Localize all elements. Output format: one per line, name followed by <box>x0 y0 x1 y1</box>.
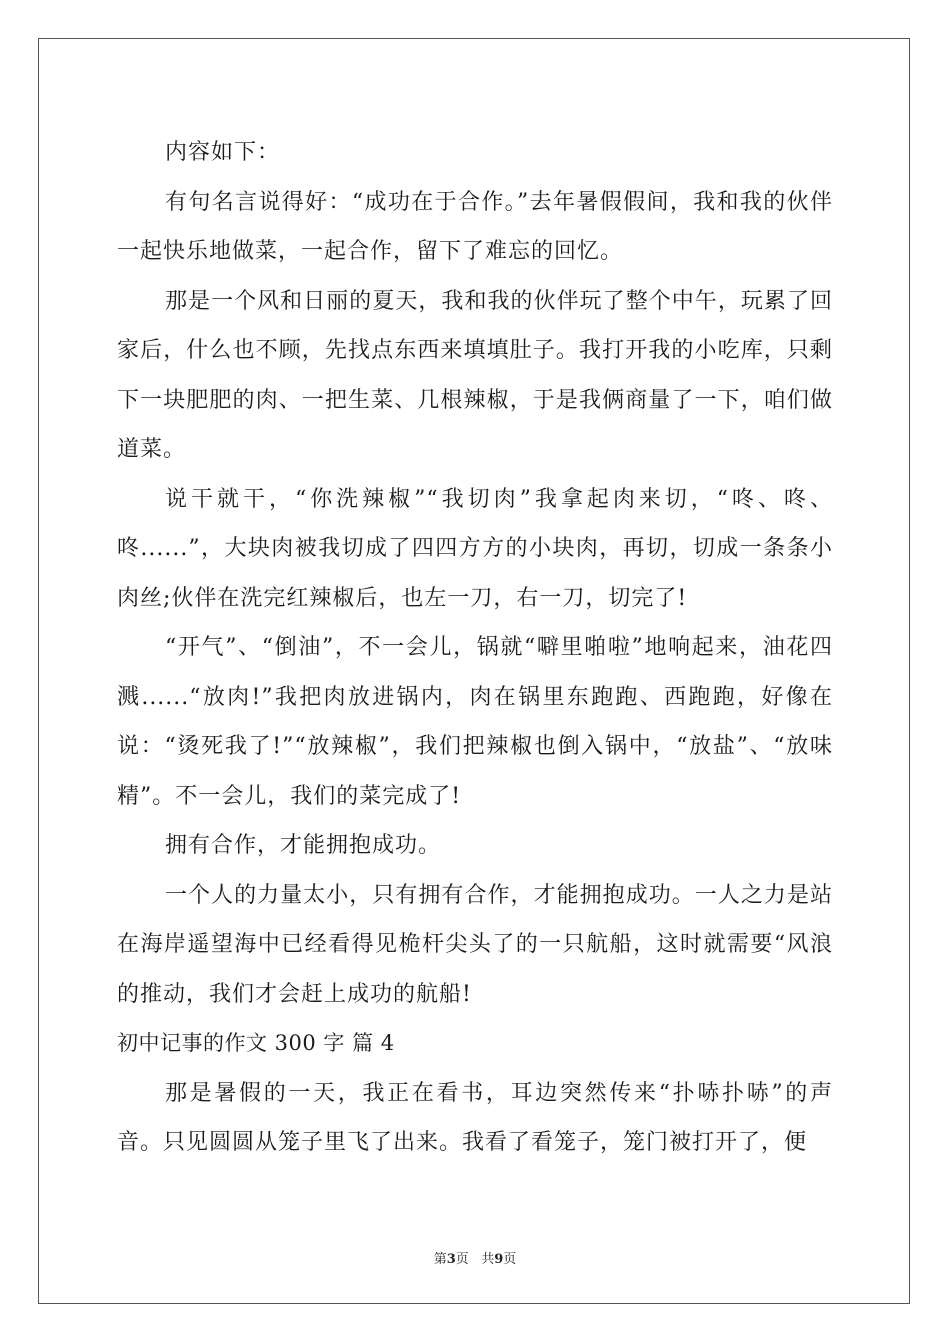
footer-prefix: 第 <box>433 1252 447 1267</box>
paragraph-cooperation: 拥有合作，才能拥抱成功。 <box>165 833 442 858</box>
footer-suffix: 页 <box>503 1252 517 1267</box>
paragraph-intro: 内容如下： <box>165 140 281 165</box>
paragraph-conclusion: 一个人的力量太小，只有拥有合作，才能拥抱成功。一人之力是站在海岸遥望海中已经看得见桅杆尖头了的一只航船，这时就需要“风浪的推动，我们才会赶上成功的航船! <box>117 882 833 1007</box>
paragraph-section-4: 那是暑假的一天，我正在看书，耳边突然传来“扑哧扑哧”的声音。只见圆圆从笼子里飞了出来。我看了看笼子，笼门被打开了，便 <box>117 1080 833 1155</box>
footer-current-page: 3 <box>446 1252 456 1267</box>
paragraph-summer-day: 那是一个风和日丽的夏天，我和我的伙伴玩了整个中午，玩累了回家后，什么也不顾，先找点东西来填填肚子。我打开我的小吃库，只剩下一块肥肥的肉、一把生菜、几根辣椒，于是我俩商量了一下，咱们做道菜。 <box>117 288 833 462</box>
paragraph-cooking: “开气”、“倒油”，不一会儿，锅就“噼里啪啦”地响起来，油花四溅......“放肉!”我把肉放进锅内，肉在锅里东跑跑、西跑跑，好像在说：“烫死我了!”“放辣椒”，我们把辣椒也倒入锅中，“放盐”、“放味精”。不一会儿，我们的菜完成了! <box>117 635 833 809</box>
footer-middle: 页 共 <box>455 1252 495 1267</box>
footer-total-pages: 9 <box>494 1252 504 1267</box>
paragraph-quote: 有句名言说得好：“成功在于合作。”去年暑假假间，我和我的伙伴一起快乐地做菜，一起合作，留下了难忘的回忆。 <box>117 189 833 264</box>
section-title: 初中记事的作文 300 字 篇 4 <box>117 1031 395 1055</box>
document-body <box>117 128 833 1168</box>
paragraph-cutting: 说干就干，“你洗辣椒”“我切肉”我拿起肉来切，“咚、咚、咚......”，大块肉被我切成了四四方方的小块肉，再切，切成一条条小肉丝;伙伴在洗完红辣椒后，也左一刀，右一刀，切完了! <box>117 486 833 611</box>
page-footer <box>0 1248 950 1267</box>
